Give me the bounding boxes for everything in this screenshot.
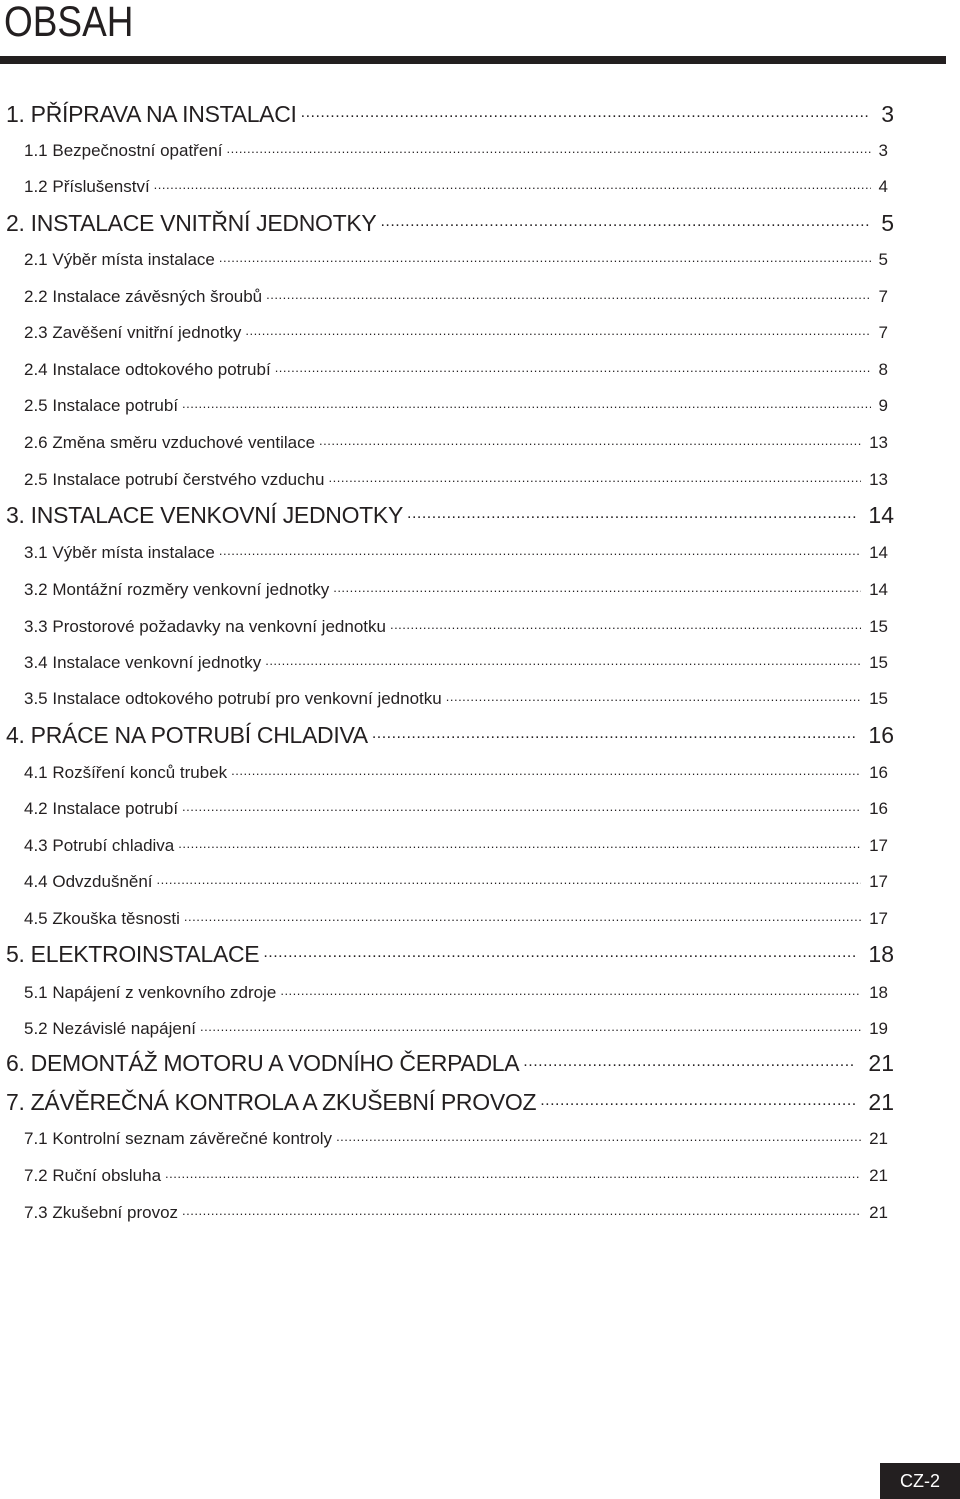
toc-page-number: 15 <box>869 689 888 708</box>
toc-dot-leader <box>407 507 856 523</box>
toc-subsection-entry[interactable] <box>24 689 888 709</box>
toc-dot-leader <box>231 765 861 778</box>
toc-page-number: 8 <box>878 360 888 379</box>
toc-subsection-entry[interactable] <box>24 543 888 563</box>
toc-page-number: 3 <box>881 101 894 127</box>
toc-subsection-entry[interactable] <box>24 141 888 161</box>
toc-dot-leader <box>380 215 869 231</box>
toc-page-number: 14 <box>868 502 894 528</box>
toc-subsection-entry[interactable] <box>24 177 888 197</box>
toc-subsection-entry[interactable] <box>24 470 888 490</box>
toc-dot-leader <box>265 655 861 668</box>
toc-entry-label: 4.5 Zkouška těsnosti <box>24 909 180 928</box>
toc-page-number: 7 <box>878 323 888 342</box>
toc-dot-leader <box>266 289 870 302</box>
toc-page-number: 21 <box>869 1203 888 1222</box>
toc-subsection-entry[interactable] <box>24 763 888 783</box>
toc-entry-label: 4. PRÁCE NA POTRUBÍ CHLADIVA <box>6 722 368 748</box>
toc-entry-label: 2. INSTALACE VNITŘNÍ JEDNOTKY <box>6 210 377 236</box>
page-title: OBSAH <box>4 0 134 46</box>
toc-entry-label: 3. INSTALACE VENKOVNÍ JEDNOTKY <box>6 502 404 528</box>
toc-entry-label: 1.2 Příslušenství <box>24 177 150 196</box>
toc-entry-label: 3.4 Instalace venkovní jednotky <box>24 653 262 672</box>
toc-page-number: 18 <box>868 941 894 967</box>
toc-subsection-entry[interactable] <box>24 799 888 819</box>
toc-page-number: 13 <box>869 433 888 452</box>
toc-entry-label: 2.5 Instalace potrubí <box>24 396 179 415</box>
toc-entry-label: 3.5 Instalace odtokového potrubí pro venkovní jednotku <box>24 689 442 708</box>
page-number-badge: CZ-2 <box>880 1463 960 1499</box>
toc-page-number: 3 <box>878 141 888 160</box>
toc-entry-label: 5.1 Napájení z venkovního zdroje <box>24 983 277 1002</box>
toc-entry-label: 4.4 Odvzdušnění <box>24 872 153 891</box>
toc-page-number: 17 <box>869 872 888 891</box>
toc-entry-label: 5. ELEKTROINSTALACE <box>6 941 260 967</box>
toc-dot-leader <box>226 143 870 156</box>
toc-entry-label: 7.1 Kontrolní seznam závěrečné kontroly <box>24 1129 333 1148</box>
toc-entry-label: 3.1 Výběr místa instalace <box>24 543 215 562</box>
toc-page-number: 21 <box>868 1050 894 1076</box>
toc-page-number: 5 <box>878 250 888 269</box>
toc-section-entry[interactable] <box>6 210 894 237</box>
toc-subsection-entry[interactable] <box>24 396 888 416</box>
toc-entry-label: 7.3 Zkušební provoz <box>24 1203 179 1222</box>
toc-page-number: 14 <box>869 543 888 562</box>
toc-entry-label: 1.1 Bezpečnostní opatření <box>24 141 223 160</box>
toc-entry-label: 2.1 Výběr místa instalace <box>24 250 215 269</box>
toc-page-number: 15 <box>869 653 888 672</box>
toc-dot-leader <box>157 874 862 887</box>
toc-dot-leader <box>245 325 870 338</box>
toc-page-number: 18 <box>869 983 888 1002</box>
toc-dot-leader <box>301 106 870 122</box>
toc-dot-leader <box>446 691 861 704</box>
toc-entry-label: 2.6 Změna směru vzduchové ventilace <box>24 433 316 452</box>
toc-subsection-entry[interactable] <box>24 1166 888 1186</box>
toc-dot-leader <box>182 398 870 411</box>
toc-section-entry[interactable] <box>6 1050 894 1077</box>
toc-page-number: 15 <box>869 617 888 636</box>
toc-dot-leader <box>263 946 856 962</box>
toc-dot-leader <box>165 1168 861 1181</box>
toc-subsection-entry[interactable] <box>24 360 888 380</box>
toc-dot-leader <box>329 472 862 485</box>
toc-page-number: 4 <box>878 177 888 196</box>
toc-subsection-entry[interactable] <box>24 1203 888 1223</box>
toc-page-number: 9 <box>878 396 888 415</box>
toc-page-number: 13 <box>869 470 888 489</box>
toc-dot-leader <box>154 179 871 192</box>
toc-dot-leader <box>200 1021 861 1034</box>
toc-subsection-entry[interactable] <box>24 983 888 1003</box>
toc-section-entry[interactable] <box>6 941 894 968</box>
toc-subsection-entry[interactable] <box>24 617 888 637</box>
toc-dot-leader <box>372 727 857 743</box>
toc-subsection-entry[interactable] <box>24 433 888 453</box>
toc-entry-label: 4.1 Rozšíření konců trubek <box>24 763 228 782</box>
toc-subsection-entry[interactable] <box>24 1129 888 1149</box>
title-rule <box>0 56 946 64</box>
toc-entry-label: 4.2 Instalace potrubí <box>24 799 179 818</box>
toc-subsection-entry[interactable] <box>24 250 888 270</box>
toc-page-number: 17 <box>869 909 888 928</box>
toc-dot-leader <box>333 582 861 595</box>
toc-dot-leader <box>219 252 871 265</box>
toc-dot-leader <box>182 801 861 814</box>
toc-entry-label: 3.2 Montážní rozměry venkovní jednotky <box>24 580 330 599</box>
toc-entry-label: 5.2 Nezávislé napájení <box>24 1019 197 1038</box>
toc-dot-leader <box>178 838 861 851</box>
toc-page-number: 7 <box>878 287 888 306</box>
toc-dot-leader <box>182 1205 861 1218</box>
toc-dot-leader <box>280 985 861 998</box>
toc-section-entry[interactable] <box>6 502 894 529</box>
toc-entry-label: 2.5 Instalace potrubí čerstvého vzduchu <box>24 470 325 489</box>
toc-section-entry[interactable] <box>6 101 894 128</box>
toc-entry-label: 2.2 Instalace závěsných šroubů <box>24 287 263 306</box>
toc-section-entry[interactable] <box>6 722 894 749</box>
toc-page-number: 16 <box>869 763 888 782</box>
toc-entry-label: 2.4 Instalace odtokového potrubí <box>24 360 271 379</box>
toc-subsection-entry[interactable] <box>24 323 888 343</box>
toc-page-number: 5 <box>881 210 894 236</box>
toc-entry-label: 2.3 Zavěšení vnitřní jednotky <box>24 323 242 342</box>
toc-subsection-entry[interactable] <box>24 909 888 929</box>
toc-page-number: 19 <box>869 1019 888 1038</box>
toc-page-number: 16 <box>868 722 894 748</box>
toc-entry-label: 4.3 Potrubí chladiva <box>24 836 175 855</box>
toc-dot-leader <box>523 1055 856 1071</box>
toc-entry-label: 7. ZÁVĚREČNÁ KONTROLA A ZKUŠEBNÍ PROVOZ <box>6 1089 537 1115</box>
toc-subsection-entry[interactable] <box>24 836 888 856</box>
toc-dot-leader <box>336 1131 861 1144</box>
toc-entry-label: 7.2 Ruční obsluha <box>24 1166 162 1185</box>
toc-subsection-entry[interactable] <box>24 580 888 600</box>
toc-page-number: 21 <box>869 1129 888 1148</box>
toc-subsection-entry[interactable] <box>24 872 888 892</box>
toc-page-number: 16 <box>869 799 888 818</box>
toc-entry-label: 1. PŘÍPRAVA NA INSTALACI <box>6 101 297 127</box>
toc-page-number: 21 <box>868 1089 894 1115</box>
toc-subsection-entry[interactable] <box>24 653 888 673</box>
toc-page-number: 14 <box>869 580 888 599</box>
toc-dot-leader <box>219 545 861 558</box>
toc-section-entry[interactable] <box>6 1089 894 1116</box>
toc-dot-leader <box>319 435 861 448</box>
toc-dot-leader <box>390 619 861 632</box>
toc-entry-label: 6. DEMONTÁŽ MOTORU A VODNÍHO ČERPADLA <box>6 1050 520 1076</box>
toc-subsection-entry[interactable] <box>24 287 888 307</box>
toc-dot-leader <box>275 362 871 375</box>
toc-page-number: 21 <box>869 1166 888 1185</box>
toc-subsection-entry[interactable] <box>24 1019 888 1039</box>
toc-page-number: 17 <box>869 836 888 855</box>
page-header <box>0 0 960 70</box>
toc-entry-label: 3.3 Prostorové požadavky na venkovní jednotku <box>24 617 386 636</box>
toc-dot-leader <box>184 911 861 924</box>
toc-dot-leader <box>540 1094 856 1110</box>
